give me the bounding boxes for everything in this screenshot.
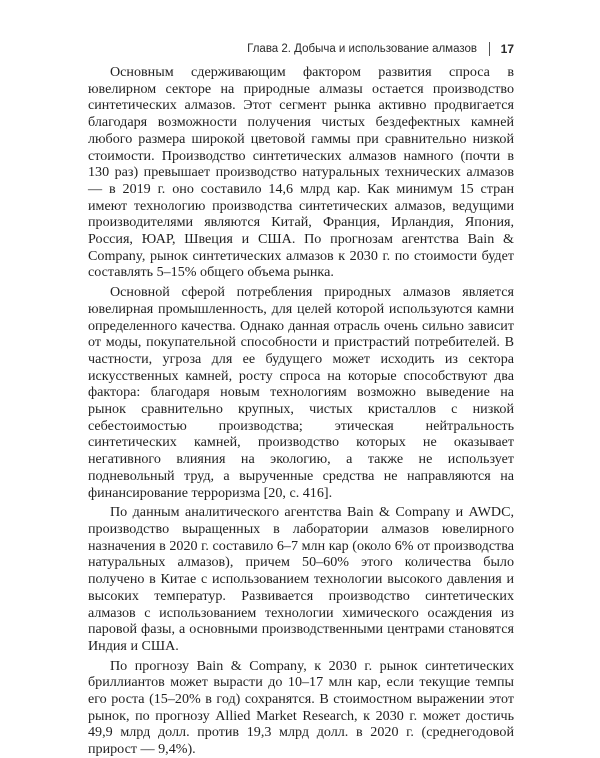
page-number: 17	[500, 42, 514, 56]
paragraph-lab-grown-production: По данным аналитического агентства Bain & Company и AWDC, производство выращенных в лаборатории алмазов ювелирного назначения в 2020 г. составило 6–7 млн кар (около 6% от производства натуральных алмазов), причем 50–60% этого количества было получено в Китае с использованием технологии высокого давления и высоких температур. Развивается производство синтетических алмазов с использованием технологии химического осаждения из паровой фазы, а основными производственными центрами становятся Индия и США.	[88, 504, 514, 654]
chapter-title: Глава 2. Добыча и использование алмазов	[247, 43, 477, 55]
header-divider	[489, 42, 490, 56]
body-text	[88, 64, 514, 758]
paragraph-market-forecast: По прогнозу Bain & Company, к 2030 г. рынок синтетических бриллиантов может вырасти до 10–17 млн кар, если текущие темпы его роста (15–20% в год) сохранятся. В стоимостном выражении этот рынок, по прогнозу Allied Market Research, к 2030 г. может достичь 49,9 млрд долл. против 19,3 млрд долл. в 2020 г. (среднегодовой прирост — 9,4%).	[88, 657, 514, 758]
running-header	[88, 40, 514, 58]
paragraph-jewelry-consumption: Основной сферой потребления природных алмазов является ювелирная промышленность, для целей которой используются камни определенного качества. Однако данная отрасль очень сильно зависит от моды, покупательной способности и пристрастий потребителей. В частности, угроза для ее будущего может исходить из сектора искусственных камней, росту спроса на которые способствуют два фактора: благодаря новым технологиям возможно выведение на рынок сравнительно крупных, чистых кристаллов с низкой себестоимостью производства; этическая нейтральность синтетических камней, производство которых не оказывает негативного влияния на экологию, а также не использует подневольный труд, а вырученные средства не направляются на финансирование терроризма [20, с. 416].	[88, 284, 514, 501]
paragraph-synthetic-restraint: Основным сдерживающим фактором развития спроса в ювелирном секторе на природные алмазы остается производство синтетических алмазов. Этот сегмент рынка активно продвигается благодаря возможности получения чистых бездефектных камней любого размера широкой цветовой гаммы при сравнительно низкой стоимости. Производство синтетических алмазов намного (почти в 130 раз) превышает производство натуральных технических алмазов — в 2019 г. оно составило 14,6 млрд кар. Как минимум 15 стран имеют технологию производства синтетических алмазов, ведущими производителями являются Китай, Франция, Ирландия, Япония, Россия, ЮАР, Швеция и США. По прогнозам агентства Bain & Company, рынок синтетических алмазов к 2030 г. по стоимости будет составлять 5–15% общего объема рынка.	[88, 64, 514, 281]
